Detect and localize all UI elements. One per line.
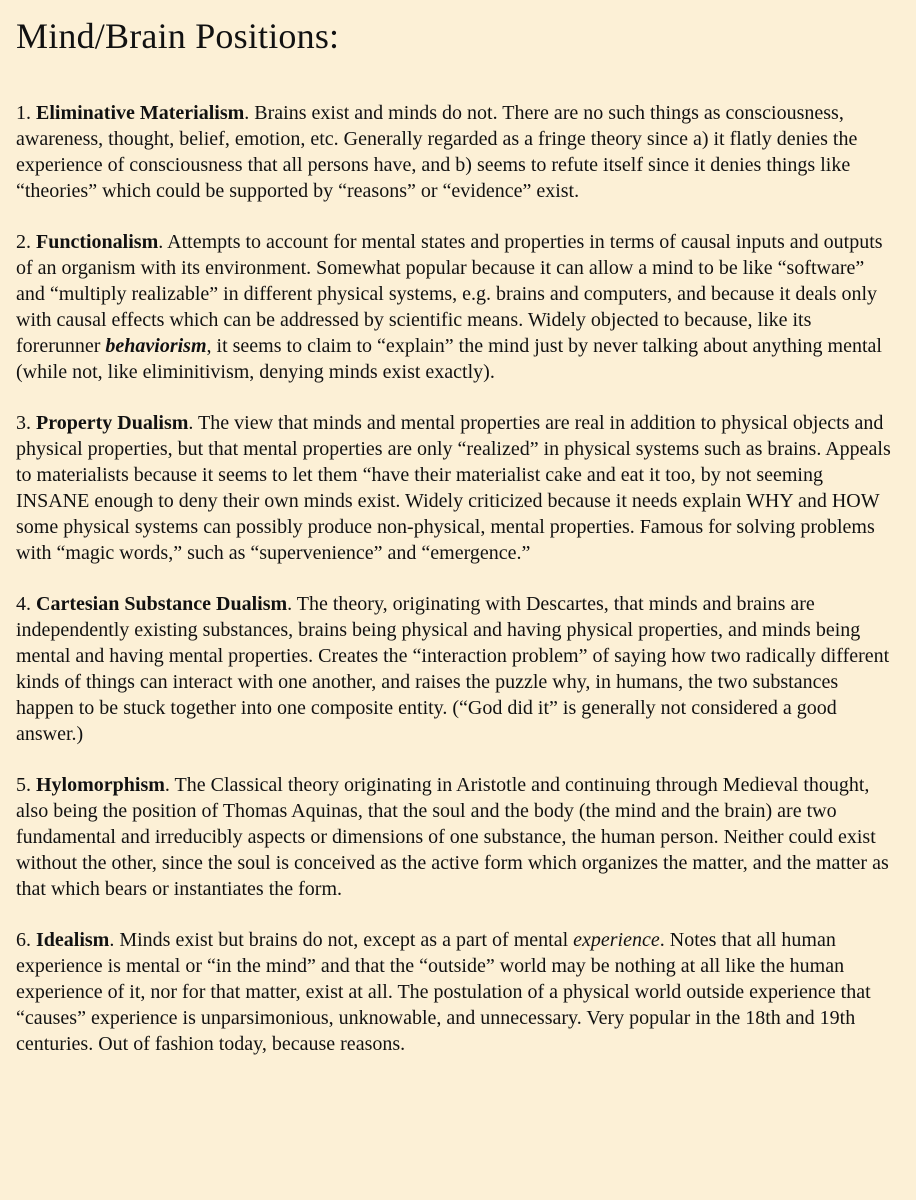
entry-number: 6. <box>16 929 31 951</box>
entry-emphasis: experience <box>573 929 660 951</box>
page-title: Mind/Brain Positions: <box>16 16 340 56</box>
entry-text: . Minds exist but brains do not, except as a part of mental <box>109 929 574 951</box>
entry-text: . Attempts to account for mental states and properties in terms of causal inputs and outputs of an organism with its environment. Somewhat popular because it can allow a mind to be like “software” and “multiply realizable” in different physical systems, e.g. brains and computers, and because it deals only with causal effects which can be addressed by scientific means. Widely objected to because, like its forerunner <box>16 231 883 357</box>
entry-number: 1. <box>16 102 31 124</box>
entry-eliminative-materialism <box>16 100 892 204</box>
entry-number: 5. <box>16 774 31 796</box>
entry-cartesian-substance-dualism <box>16 591 892 747</box>
entry-name: Eliminative Materialism <box>36 102 245 124</box>
entry-name: Functionalism <box>36 231 159 253</box>
entry-number: 2. <box>16 231 31 253</box>
entry-name: Hylomorphism <box>36 774 165 796</box>
entry-text-continued: , it seems to claim to “explain” the mind just by never talking about anything mental (while not, like eliminitivism, denying minds exist exactly). <box>16 335 882 383</box>
entry-text: . The Classical theory originating in Aristotle and continuing through Medieval thought, also being the position of Thomas Aquinas, that the soul and the body (the mind and the brain) are two fundamental and irreducibly aspects or dimensions of one substance, the human person. Neither could exist without the other, since the soul is conceived as the active form which organizes the matter, and the matter as that which bears or instantiates the form. <box>16 774 889 900</box>
entry-text: . The theory, originating with Descartes, that minds and brains are independently existing substances, brains being physical and having physical properties, and minds being mental and having mental properties. Creates the “interaction problem” of saying how two radically different kinds of things can interact with one another, and raises the puzzle why, in humans, the two substances happen to be stuck together into one composite entity. (“God did it” is generally not considered a good answer.) <box>16 593 890 745</box>
entry-text: . The view that minds and mental properties are real in addition to physical objects and physical properties, but that mental properties are only “realized” in physical systems such as brains. Appeals to materialists because it seems to let them “have their materialist cake and eat it too, by not seeming INSANE enough to deny their own minds exist. Widely criticized because it needs explain WHY and HOW some physical systems can possibly produce non-physical, mental properties. Famous for solving problems with “magic words,” such as “supervenience” and “emergence.” <box>16 412 891 564</box>
entry-emphasis: behaviorism <box>105 335 207 357</box>
entry-text-continued: . Notes that all human experience is mental or “in the mind” and that the “outside” world may be nothing at all like the human experience of it, nor for that matter, exist at all. The postulation of a physical world outside experience that “causes” experience is unparsimonious, unknowable, and unnecessary. Very popular in the 18th and 19th centuries. Out of fashion today, because reasons. <box>16 929 871 1055</box>
entry-number: 4. <box>16 593 31 615</box>
entry-text: . Brains exist and minds do not. There are no such things as consciousness, awareness, thought, belief, emotion, etc. Generally regarded as a fringe theory since a) it flatly denies the experience of consciousness that all persons have, and b) seems to refute itself since it denies things like “theories” which could be supported by “reasons” or “evidence” exist. <box>16 102 858 202</box>
entry-name: Property Dualism <box>36 412 189 434</box>
entry-number: 3. <box>16 412 31 434</box>
entry-idealism <box>16 927 892 1057</box>
entry-property-dualism <box>16 410 892 566</box>
entry-name: Idealism <box>36 929 110 951</box>
entry-name: Cartesian Substance Dualism <box>36 593 288 615</box>
entry-functionalism <box>16 229 892 385</box>
entry-hylomorphism <box>16 772 892 902</box>
